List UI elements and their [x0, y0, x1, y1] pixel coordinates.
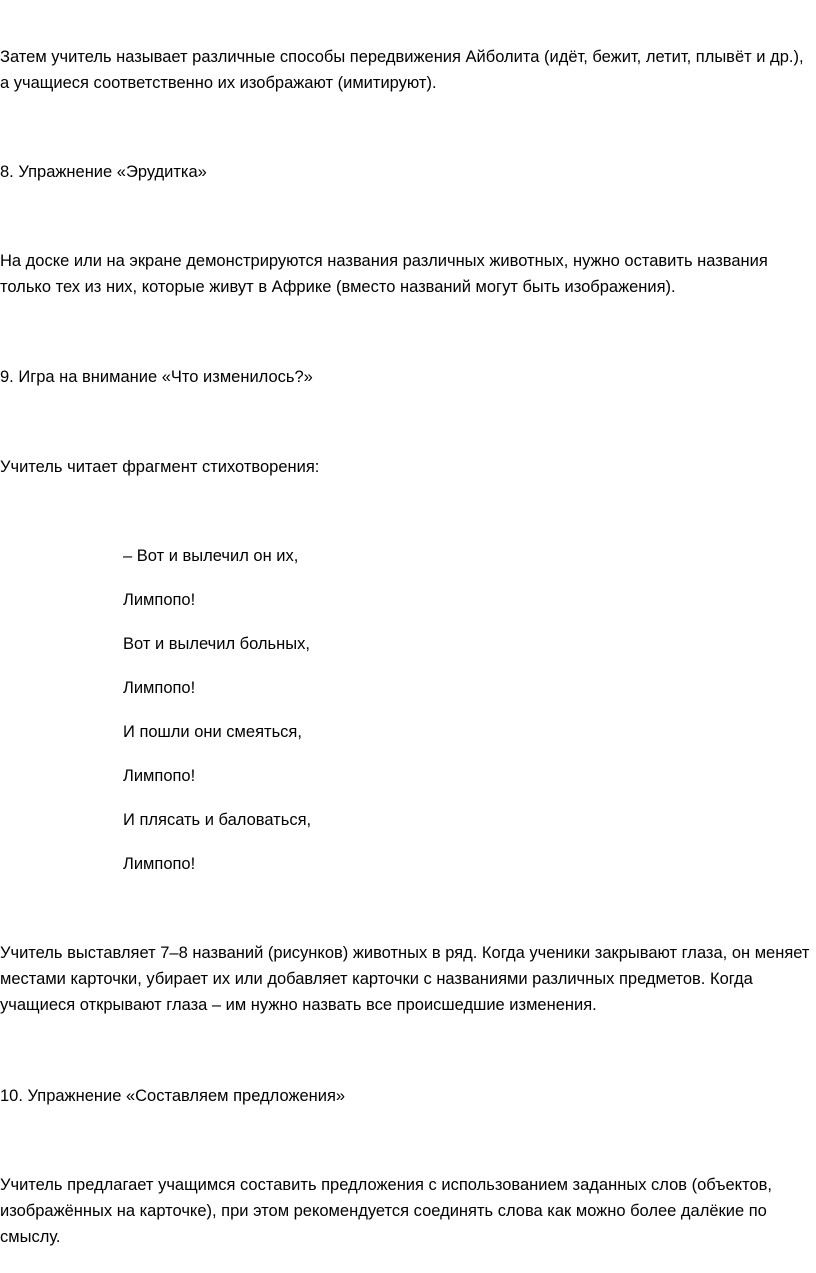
- poem-line: И плясать и баловаться,: [123, 811, 312, 829]
- section-8-heading: 8. Упражнение «Эрудитка»: [0, 163, 207, 181]
- poem-line: Лимпопо!: [123, 855, 196, 873]
- poem-line: Лимпопо!: [123, 767, 196, 785]
- poem-line: Лимпопо!: [123, 679, 196, 697]
- section-10-paragraph: Учитель предлагает учащимся составить предложения с использованием заданных слов (объектов, изображённых на карточке), при этом рекомендуется соединять слова как можно более далёкие по смыслу.: [0, 1176, 772, 1246]
- poem-line: Лимпопо!: [123, 591, 196, 609]
- section-10-heading: 10. Упражнение «Составляем предложения»: [0, 1087, 346, 1105]
- section-9-paragraph: Учитель читает фрагмент стихотворения:: [0, 458, 320, 476]
- poem-line: Вот и вылечил больных,: [123, 635, 310, 653]
- poem-line: И пошли они смеяться,: [123, 723, 302, 741]
- section-9-continuation-paragraph: Учитель выставляет 7–8 названий (рисунков) животных в ряд. Когда ученики закрывают глаза, он меняет местами карточки, убирает их или добавляет карточки с названиями различных предметов. Когда учащиеся открывают глаза – им нужно назвать все происшедшие изменения.: [0, 944, 810, 1014]
- section-8-paragraph: На доске или на экране демонстрируются названия различных животных, нужно оставить названия только тех из них, которые живут в Африке (вместо названий могут быть изображения).: [0, 252, 768, 296]
- poem-line: – Вот и вылечил он их,: [123, 547, 299, 565]
- section-9-heading: 9. Игра на внимание «Что изменилось?»: [0, 368, 313, 386]
- intro-paragraph: Затем учитель называет различные способы передвижения Айболита (идёт, бежит, летит, плывёт и др.), а учащиеся соответственно их изображают (имитируют).: [0, 48, 804, 92]
